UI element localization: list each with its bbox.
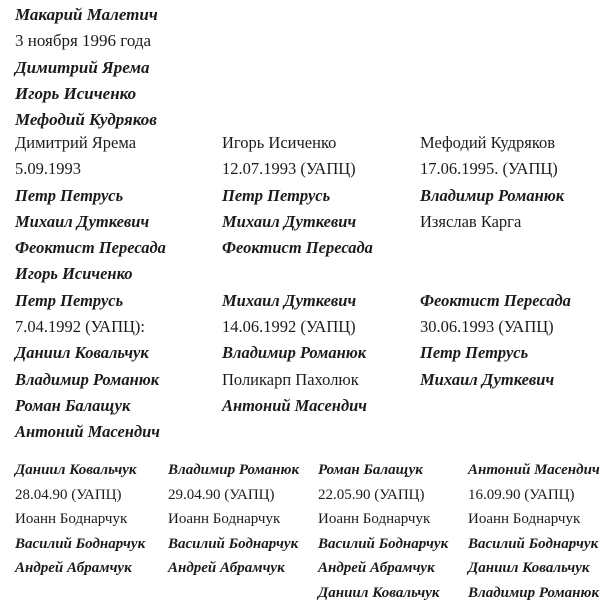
person-name-line: Михаил Дуткевич	[420, 369, 555, 389]
empty-cell	[222, 261, 420, 287]
person-name-line: Иоанн Боднарчук	[468, 511, 581, 528]
date-line: 17.06.1995. (УАПЦ)	[420, 159, 558, 179]
header-block	[15, 2, 158, 133]
person-name-line: Феоктист Пересада	[420, 290, 571, 310]
person-name-line: Даниил Ковальчук	[318, 584, 440, 601]
person-name-line: Владимир Романюк	[168, 462, 300, 478]
date-line: 16.09.90 (УАПЦ)	[468, 486, 575, 503]
date-line: 28.04.90 (УАПЦ)	[15, 486, 122, 503]
person-name-line: Иоанн Боднарчук	[168, 511, 281, 528]
date-line: 12.07.1993 (УАПЦ)	[222, 159, 356, 179]
person-name-line: Андрей Абрамчук	[168, 560, 285, 577]
bottom-grid	[15, 458, 615, 606]
person-name-line: Василий Боднарчук	[318, 535, 449, 552]
person-name-line: Игорь Исиченко	[222, 133, 337, 152]
person-name-line: Михаил Дуткевич	[222, 211, 357, 231]
person-name-line: Роман Балащук	[318, 462, 423, 478]
empty-cell	[15, 581, 168, 606]
date-line: 7.04.1992 (УАПЦ):	[15, 317, 145, 337]
person-name-line: Даниил Ковальчук	[468, 560, 590, 577]
person-name-line: Петр Петрусь	[222, 185, 331, 205]
empty-cell	[168, 581, 318, 606]
person-name-line: Иоанн Боднарчук	[318, 511, 431, 528]
person-name-line: Владимир Романюк	[420, 185, 565, 205]
person-name-line: Поликарп Пахолюк	[222, 369, 359, 389]
date-line: 5.09.1993	[15, 159, 81, 179]
person-name-line: Петр Петрусь	[420, 343, 529, 363]
person-name-line: Михаил Дуткевич	[15, 211, 150, 231]
person-name-line: Михаил Дуткевич	[222, 290, 357, 310]
person-name-line: Андрей Абрамчук	[15, 560, 132, 577]
person-name-line: Феоктист Пересада	[222, 238, 373, 258]
empty-cell	[420, 235, 615, 261]
person-name-line: Антоний Масендич	[222, 395, 367, 415]
person-name-line: Василий Боднарчук	[168, 535, 299, 552]
person-name-line: Феоктист Пересада	[15, 238, 166, 258]
date-line: 29.04.90 (УАПЦ)	[168, 486, 275, 503]
person-name-line: Иоанн Боднарчук	[15, 511, 128, 528]
person-name-line: Владимир Романюк	[468, 584, 600, 601]
person-name-line: Владимир Романюк	[222, 343, 367, 363]
person-name-line: Владимир Романюк	[15, 369, 160, 389]
person-name-line: Игорь Исиченко	[15, 264, 133, 284]
person-name-line: Василий Боднарчук	[468, 535, 599, 552]
empty-cell	[420, 419, 615, 445]
person-name-line: Петр Петрусь	[15, 185, 124, 205]
date-line: 30.06.1993 (УАПЦ)	[420, 317, 554, 337]
person-name-line: Мефодий Кудряков	[15, 110, 157, 130]
person-name-line: Роман Балащук	[15, 395, 131, 415]
person-name-line: Антоний Масендич	[15, 422, 160, 442]
person-name-line: Василий Боднарчук	[15, 535, 146, 552]
person-name-line: Андрей Абрамчук	[318, 560, 435, 577]
date-line: 14.06.1992 (УАПЦ)	[222, 317, 356, 337]
person-name-line: Игорь Исиченко	[15, 83, 137, 103]
person-name-line: Димитрий Ярема	[15, 57, 150, 77]
person-name-line: Антоний Масендич	[468, 462, 600, 478]
date-line: 22.05.90 (УАПЦ)	[318, 486, 425, 503]
person-name-line: Мефодий Кудряков	[420, 133, 556, 152]
date-line: 3 ноября 1996 года	[15, 31, 152, 51]
empty-cell	[420, 393, 615, 419]
person-name-line: Макарий Малетич	[15, 5, 158, 24]
empty-cell	[420, 261, 615, 287]
consecration-grid	[15, 130, 615, 446]
person-name-line: Петр Петрусь	[15, 290, 124, 310]
person-name-line: Димитрий Ярема	[15, 133, 137, 152]
empty-cell	[222, 419, 420, 445]
person-name-line: Изяслав Карга	[420, 211, 522, 231]
person-name-line: Даниил Ковальчук	[15, 462, 137, 478]
person-name-line: Даниил Ковальчук	[15, 343, 149, 363]
